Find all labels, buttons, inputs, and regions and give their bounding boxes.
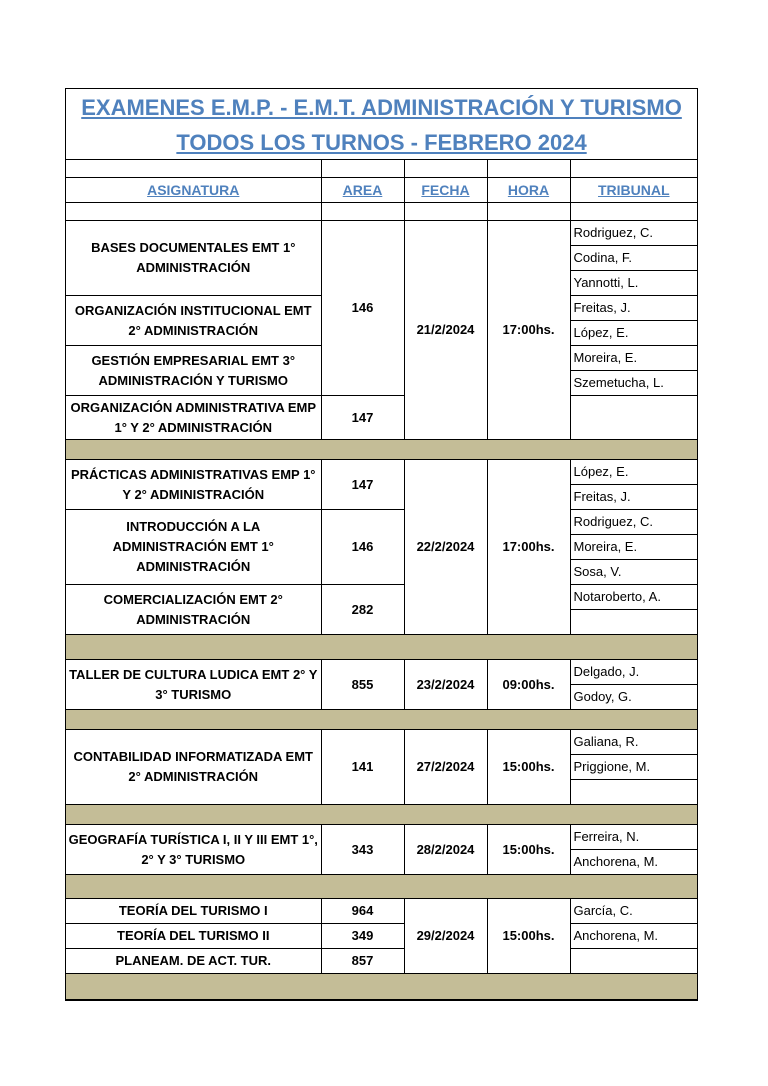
- tribunal-member: Codina, F.: [570, 246, 697, 271]
- tribunal-member: [570, 396, 697, 440]
- subject-cell: CONTABILIDAD INFORMATIZADA EMT 2° ADMINISTRACIÓN: [66, 730, 321, 805]
- subject-cell: GESTIÓN EMPRESARIAL EMT 3° ADMINISTRACIÓN Y TURISMO: [66, 346, 321, 396]
- title-line-1: EXAMENES E.M.P. - E.M.T. ADMINISTRACIÓN Y TURISMO: [81, 95, 682, 120]
- time-cell: 17:00hs.: [487, 460, 570, 635]
- header-hora: HORA: [487, 178, 570, 203]
- tribunal-member: Godoy, G.: [570, 685, 697, 710]
- header-row: [66, 178, 697, 203]
- tribunal-member: Moreira, E.: [570, 346, 697, 371]
- header-asignatura: ASIGNATURA: [66, 178, 321, 203]
- group-separator: [66, 974, 697, 1000]
- subject-cell: ORGANIZACIÓN ADMINISTRATIVA EMP 1° Y 2° ADMINISTRACIÓN: [66, 396, 321, 440]
- subject-cell: PRÁCTICAS ADMINISTRATIVAS EMP 1° Y 2° ADMINISTRACIÓN: [66, 460, 321, 510]
- tribunal-member: Freitas, J.: [570, 296, 697, 321]
- tribunal-member: Sosa, V.: [570, 560, 697, 585]
- time-cell: 15:00hs.: [487, 825, 570, 875]
- subject-cell: INTRODUCCIÓN A LA ADMINISTRACIÓN EMT 1° ADMINISTRACIÓN: [66, 510, 321, 585]
- area-cell: 147: [321, 460, 404, 510]
- date-cell: 28/2/2024: [404, 825, 487, 875]
- tribunal-member: Notaroberto, A.: [570, 585, 697, 610]
- tribunal-member: Rodriguez, C.: [570, 221, 697, 246]
- tribunal-member: Galiana, R.: [570, 730, 697, 755]
- tribunal-member: Anchorena, M.: [570, 924, 697, 949]
- tribunal-member: Anchorena, M.: [570, 850, 697, 875]
- tribunal-member: Yannotti, L.: [570, 271, 697, 296]
- subject-cell: TEORÍA DEL TURISMO II: [66, 924, 321, 949]
- header-tribunal: TRIBUNAL: [570, 178, 697, 203]
- tribunal-member: [570, 780, 697, 805]
- subject-cell: BASES DOCUMENTALES EMT 1° ADMINISTRACIÓN: [66, 221, 321, 296]
- area-cell: 282: [321, 585, 404, 635]
- area-cell: 857: [321, 949, 404, 974]
- group-separator: [66, 710, 697, 730]
- tribunal-member: Rodriguez, C.: [570, 510, 697, 535]
- tribunal-member: Szemetucha, L.: [570, 371, 697, 396]
- date-cell: 27/2/2024: [404, 730, 487, 805]
- spacer-row: [66, 203, 697, 221]
- area-cell: 146: [321, 221, 404, 396]
- date-cell: 23/2/2024: [404, 660, 487, 710]
- date-cell: 22/2/2024: [404, 460, 487, 635]
- subject-cell: TALLER DE CULTURA LUDICA EMT 2° Y 3° TURISMO: [66, 660, 321, 710]
- subject-cell: TEORÍA DEL TURISMO I: [66, 899, 321, 924]
- group-separator: [66, 440, 697, 460]
- group-separator: [66, 805, 697, 825]
- tribunal-member: [570, 610, 697, 635]
- area-cell: 146: [321, 510, 404, 585]
- exam-schedule-sheet: [65, 88, 698, 1001]
- subject-cell: COMERCIALIZACIÓN EMT 2° ADMINISTRACIÓN: [66, 585, 321, 635]
- subject-cell: PLANEAM. DE ACT. TUR.: [66, 949, 321, 974]
- date-cell: 29/2/2024: [404, 899, 487, 974]
- time-cell: 15:00hs.: [487, 730, 570, 805]
- time-cell: 09:00hs.: [487, 660, 570, 710]
- date-cell: 21/2/2024: [404, 221, 487, 440]
- tribunal-member: López, E.: [570, 321, 697, 346]
- tribunal-member: Ferreira, N.: [570, 825, 697, 850]
- area-cell: 343: [321, 825, 404, 875]
- area-cell: 349: [321, 924, 404, 949]
- subject-cell: GEOGRAFÍA TURÍSTICA I, II Y III EMT 1°, 2° Y 3° TURISMO: [66, 825, 321, 875]
- area-cell: 855: [321, 660, 404, 710]
- tribunal-member: Freitas, J.: [570, 485, 697, 510]
- tribunal-member: García, C.: [570, 899, 697, 924]
- tribunal-member: López, E.: [570, 460, 697, 485]
- spacer-row: [66, 160, 697, 178]
- area-cell: 147: [321, 396, 404, 440]
- tribunal-member: [570, 949, 697, 974]
- tribunal-member: Delgado, J.: [570, 660, 697, 685]
- exam-schedule-table: [66, 89, 697, 1000]
- header-area: AREA: [321, 178, 404, 203]
- time-cell: 15:00hs.: [487, 899, 570, 974]
- area-cell: 964: [321, 899, 404, 924]
- title-line-2: TODOS LOS TURNOS - FEBRERO 2024: [176, 130, 587, 155]
- tribunal-member: Priggione, M.: [570, 755, 697, 780]
- group-separator: [66, 875, 697, 899]
- subject-cell: ORGANIZACIÓN INSTITUCIONAL EMT 2° ADMINISTRACIÓN: [66, 296, 321, 346]
- group-separator: [66, 635, 697, 660]
- time-cell: 17:00hs.: [487, 221, 570, 440]
- header-fecha: FECHA: [404, 178, 487, 203]
- tribunal-member: Moreira, E.: [570, 535, 697, 560]
- area-cell: 141: [321, 730, 404, 805]
